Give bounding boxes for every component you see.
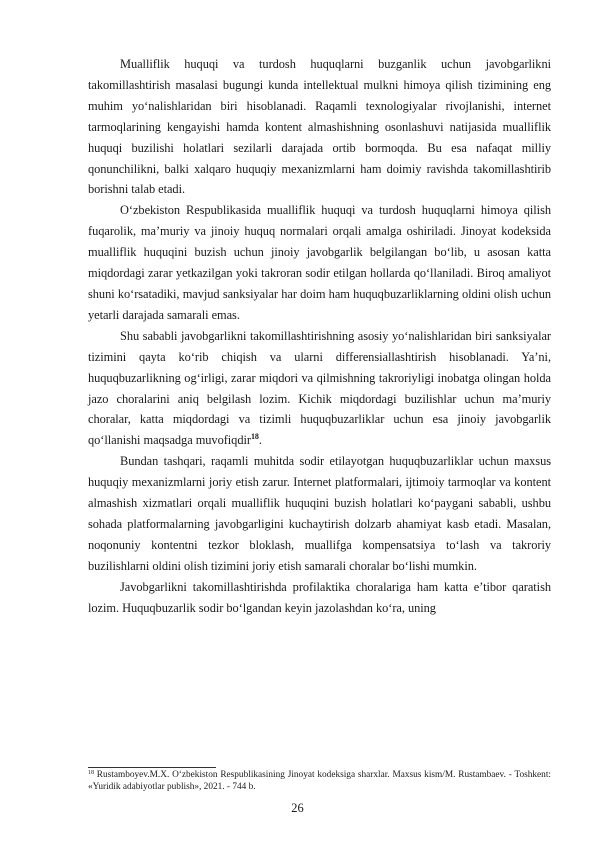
footnote-text: Rustamboyev.M.X. O‘zbekiston Respublikasining Jinoyat kodeksiga sharxlar. Maxsus kism/M. Rustambaev. - Toshkent: «Yuridik adabiyotlar publish», 2021. - 744 b. [88,770,551,793]
footnote-reference[interactable]: 18 [250,432,259,442]
paragraph-3 [88,326,551,451]
footnote-number: 18 [88,770,94,776]
paragraph-2: O‘zbekiston Respublikasida mualliflik huquqi va turdosh huquqlarni himoya qilish fuqarolik, ma’muriy va jinoiy huquq normalari orqali amalga oshiriladi. Jinoyat kodeksida mualliflik huquqini buzish uchun jinoiy javobgarlik belgilangan bo‘lib, u asosan katta miqdordagi zarar yetkazilgan yoki takroran sodir etilgan hollarda qo‘llaniladi. Biroq amaliyot shuni ko‘rsatadiki, mavjud sanksiyalar har doim ham huquqbuzarliklarning oldini olish uchun yetarli darajada samarali emas. [88,203,551,322]
paragraph-3-end: . [258,433,262,448]
footnote-separator [88,767,216,768]
paragraph-1: Mualliflik huquqi va turdosh huquqlarni buzganlik uchun javobgarlikni takomillashtirish masalasi bugungi kunda intellektual mulkni himoya qilish tizimining eng muhim yo‘nalishlaridan biri hisoblanadi. Raqamli texnologiyalar rivojlanishi, internet tarmoqlarining kengayishi hamda kontent almashishning osonlashuvi natijasida mualliflik huquqi buzilishi holatlari sezilarli darajada ortib bormoqda. Bu esa nafaqat milliy qonunchilikni, balki xalqaro huquqiy mexanizmlarni ham doimiy ravishda takomillashtirib borishni talab etadi. [88,57,551,197]
paragraph-3-text: Shu sababli javobgarlikni takomillashtirishning asosiy yo‘nalishlaridan biri sanksiyalar tizimini qayta ko‘rib chiqish va ularni differensiallashtirish hisoblanadi. Ya’ni, huquqbuzarlikning og‘irligi, zarar miqdori va qilmishning takroriyligi inobatga olingan holda jazo choralarini aniq belgilash lozim. Kichik miqdordagi buzilishlar uchun ma’muriy choralar, katta miqdordagi va tizimli huquqbuzarliklar uchun esa jinoiy javobgarlik qo‘llanishi maqsadga muvofiqdir [88,328,551,448]
page-number: 26 [291,801,304,815]
body-text [88,54,551,618]
paragraph-4: Bundan tashqari, raqamli muhitda sodir etilayotgan huquqbuzarliklar uchun maxsus huquqiy mexanizmlarni joriy etish zarur. Internet platformalari, ijtimoiy tarmoqlar va kontent almashish xizmatlari orqali mualliflik huquqini buzish holatlari ko‘paygani sababli, ushbu sohada platformalarning javobgarligini kuchaytirish dolzarb ahamiyat kasb etadi. Masalan, noqonuniy kontentni tezkor bloklash, muallifga kompensatsiya to‘lash va takroriy buzilishlarni oldini olish tizimini joriy etish samarali choralar bo‘lishi mumkin. [88,454,551,573]
footnote [88,769,551,794]
paragraph-5: Javobgarlikni takomillashtirishda profilaktika choralariga ham katta e’tibor qaratish lozim. Huquqbuzarlik sodir bo‘lgandan keyin jazolashdan ko‘ra, uning [88,579,551,615]
